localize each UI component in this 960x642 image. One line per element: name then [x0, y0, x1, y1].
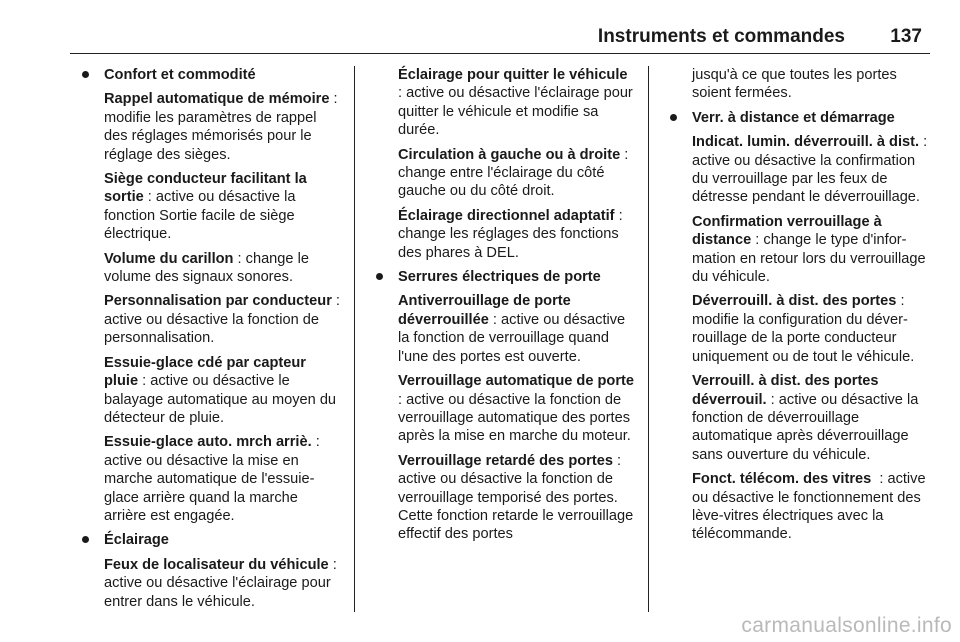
setting-description: change le volume des signaux sonores.: [104, 250, 309, 286]
term-separator: :: [138, 373, 151, 390]
page-title: Instruments et commandes: [597, 26, 845, 47]
setting-description: modifie les paramètres de rappel des réglages mémorisés pour le réglage des sièges.: [104, 109, 317, 163]
page-header: [70, 22, 930, 52]
bullet-icon: [82, 71, 89, 78]
setting-term: Verrouill. à dist. des portes déverrouil.: [692, 373, 879, 408]
setting-entry: [104, 90, 342, 164]
setting-term: Verrouillage automatique de porte: [398, 373, 634, 390]
setting-description: change le type d'information en retour lors du verrouillage du véhicule.: [692, 232, 926, 286]
section-heading: [104, 66, 342, 84]
setting-description: active ou désactive l'éclairage pour entrer dans le véhicule.: [104, 575, 331, 610]
bullet-icon: [376, 273, 383, 280]
setting-description: active ou désactive le balayage automatique au moyen du détecteur de pluie.: [104, 373, 337, 426]
section-title: Éclairage: [104, 532, 169, 549]
term-separator: :: [143, 189, 156, 206]
setting-entry: [398, 66, 634, 140]
section-heading: [104, 531, 342, 549]
section-title: Verr. à distance et démarrage: [692, 109, 895, 126]
setting-entry: [692, 213, 928, 287]
term-separator: :: [328, 556, 341, 573]
setting-term: Essuie-glace cdé par capteur pluie: [104, 354, 306, 390]
setting-entry: [398, 292, 634, 366]
setting-description: active ou désactive la fonction Sortie facile de siège électrique.: [104, 189, 296, 243]
setting-term: Volume du carillon: [104, 250, 234, 267]
section-title: Serrures électriques de porte: [398, 269, 601, 286]
setting-term: Siège conducteur facilitant la sortie: [104, 171, 307, 206]
setting-term: Essuie-glace auto. mrch arriè.: [104, 434, 312, 451]
setting-description: active ou désactive la fonction de personnalisation.: [104, 311, 319, 347]
section-heading: [398, 268, 634, 286]
setting-description: active ou désactive l'éclairage pour quitter le véhicule et modifie sa durée.: [398, 85, 633, 139]
setting-term: Fonct. télécom. des vitres: [692, 471, 872, 488]
term-separator: :: [766, 391, 779, 408]
term-separator: :: [620, 146, 633, 163]
term-separator: :: [488, 311, 502, 328]
setting-description: active ou désactive la mise en marche automatique de l'essuie-glace arrière quand la marche arrière est engagée.: [104, 452, 315, 524]
bullet-icon: [82, 536, 89, 543]
setting-entry: [104, 170, 342, 244]
setting-entry: [104, 433, 342, 525]
setting-description: active ou désactive la fonction de déverrouillage automatique après déverrouillage sans ouverture du véhicule.: [692, 391, 919, 463]
setting-description: change entre l'éclairage du côté gauche ou du côté droit.: [398, 165, 605, 200]
term-separator: :: [919, 134, 932, 151]
term-separator: :: [329, 91, 342, 108]
setting-entry: [104, 556, 342, 611]
setting-term: Confirmation verrouillage à distance: [692, 213, 882, 249]
term-separator: :: [233, 250, 246, 267]
page-number: 137: [890, 26, 922, 47]
term-separator: :: [871, 471, 888, 488]
setting-description: active ou désactive la fonction de verrouillage automatique des portes après la mise en marche du moteur.: [398, 391, 631, 445]
setting-entry: [692, 372, 928, 464]
column-divider-1: [354, 66, 355, 612]
setting-entry: [104, 292, 345, 347]
setting-term: Verrouillage retardé des portes: [398, 452, 613, 469]
term-separator: :: [614, 207, 627, 224]
setting-term: Éclairage pour quitter le véhicule: [398, 67, 628, 83]
term-separator: :: [311, 434, 324, 451]
setting-term: Indicat. lumin. déverrouill. à dist.: [692, 134, 920, 151]
header-divider: [70, 53, 930, 54]
continued-text: jusqu'à ce que toutes les portes soient fermées.: [692, 67, 897, 102]
term-separator: :: [398, 67, 632, 102]
term-separator: :: [612, 452, 626, 469]
setting-description: active ou désactive le fonctionnement des lève-vitres électriques avec la télécommande.: [692, 471, 926, 543]
setting-entry: [398, 452, 634, 544]
setting-term: Feux de localisateur du véhicule: [104, 556, 329, 573]
setting-description: change les réglages des fonctions des phares à DEL.: [398, 226, 619, 261]
setting-term: Déverrouill. à dist. des portes: [692, 293, 897, 310]
term-separator: :: [896, 293, 909, 310]
setting-description: active ou désactive la fonction de verrouillage quand l'une des portes est ouverte.: [398, 311, 626, 365]
term-separator: :: [751, 232, 764, 249]
term-separator: :: [331, 293, 345, 310]
setting-entry: [398, 146, 634, 201]
setting-entry: [692, 292, 928, 366]
setting-term: Rappel automatique de mémoire: [104, 91, 330, 108]
setting-term: Éclairage directionnel adaptatif: [398, 207, 615, 224]
bullet-icon: [670, 114, 677, 121]
column-divider-2: [648, 66, 649, 612]
setting-description: active ou désactive la confirmation du verrouillage par les feux de détresse pendant le déverrouillage.: [692, 152, 920, 206]
setting-entry: [104, 354, 342, 428]
setting-entry: [692, 470, 928, 544]
setting-term: Antiverrouillage de porte déverrouillée: [398, 293, 571, 328]
text-column-1: [104, 66, 345, 617]
term-separator: :: [398, 373, 639, 408]
setting-description: active ou désactive la fonction de verrouillage temporisé des portes. Cette fonction retarde le verrouillage effectif des portes: [398, 471, 634, 543]
watermark: carmanualsonline.info: [741, 614, 952, 637]
setting-description: modifie la configuration du déverrouillage de la porte conducteur uniquement ou de tout le véhicule.: [692, 311, 915, 365]
text-column-2: [398, 66, 639, 550]
setting-entry: [398, 207, 634, 262]
section-title: Confort et commodité: [104, 67, 256, 83]
text-column-3: [692, 66, 932, 550]
setting-term: Circulation à gauche ou à droite: [398, 146, 621, 163]
section-heading: [692, 109, 928, 127]
setting-term: Personnalisation par conducteur: [104, 293, 332, 310]
setting-entry: [398, 372, 639, 446]
setting-entry: [692, 133, 932, 207]
setting-entry: [104, 250, 342, 287]
